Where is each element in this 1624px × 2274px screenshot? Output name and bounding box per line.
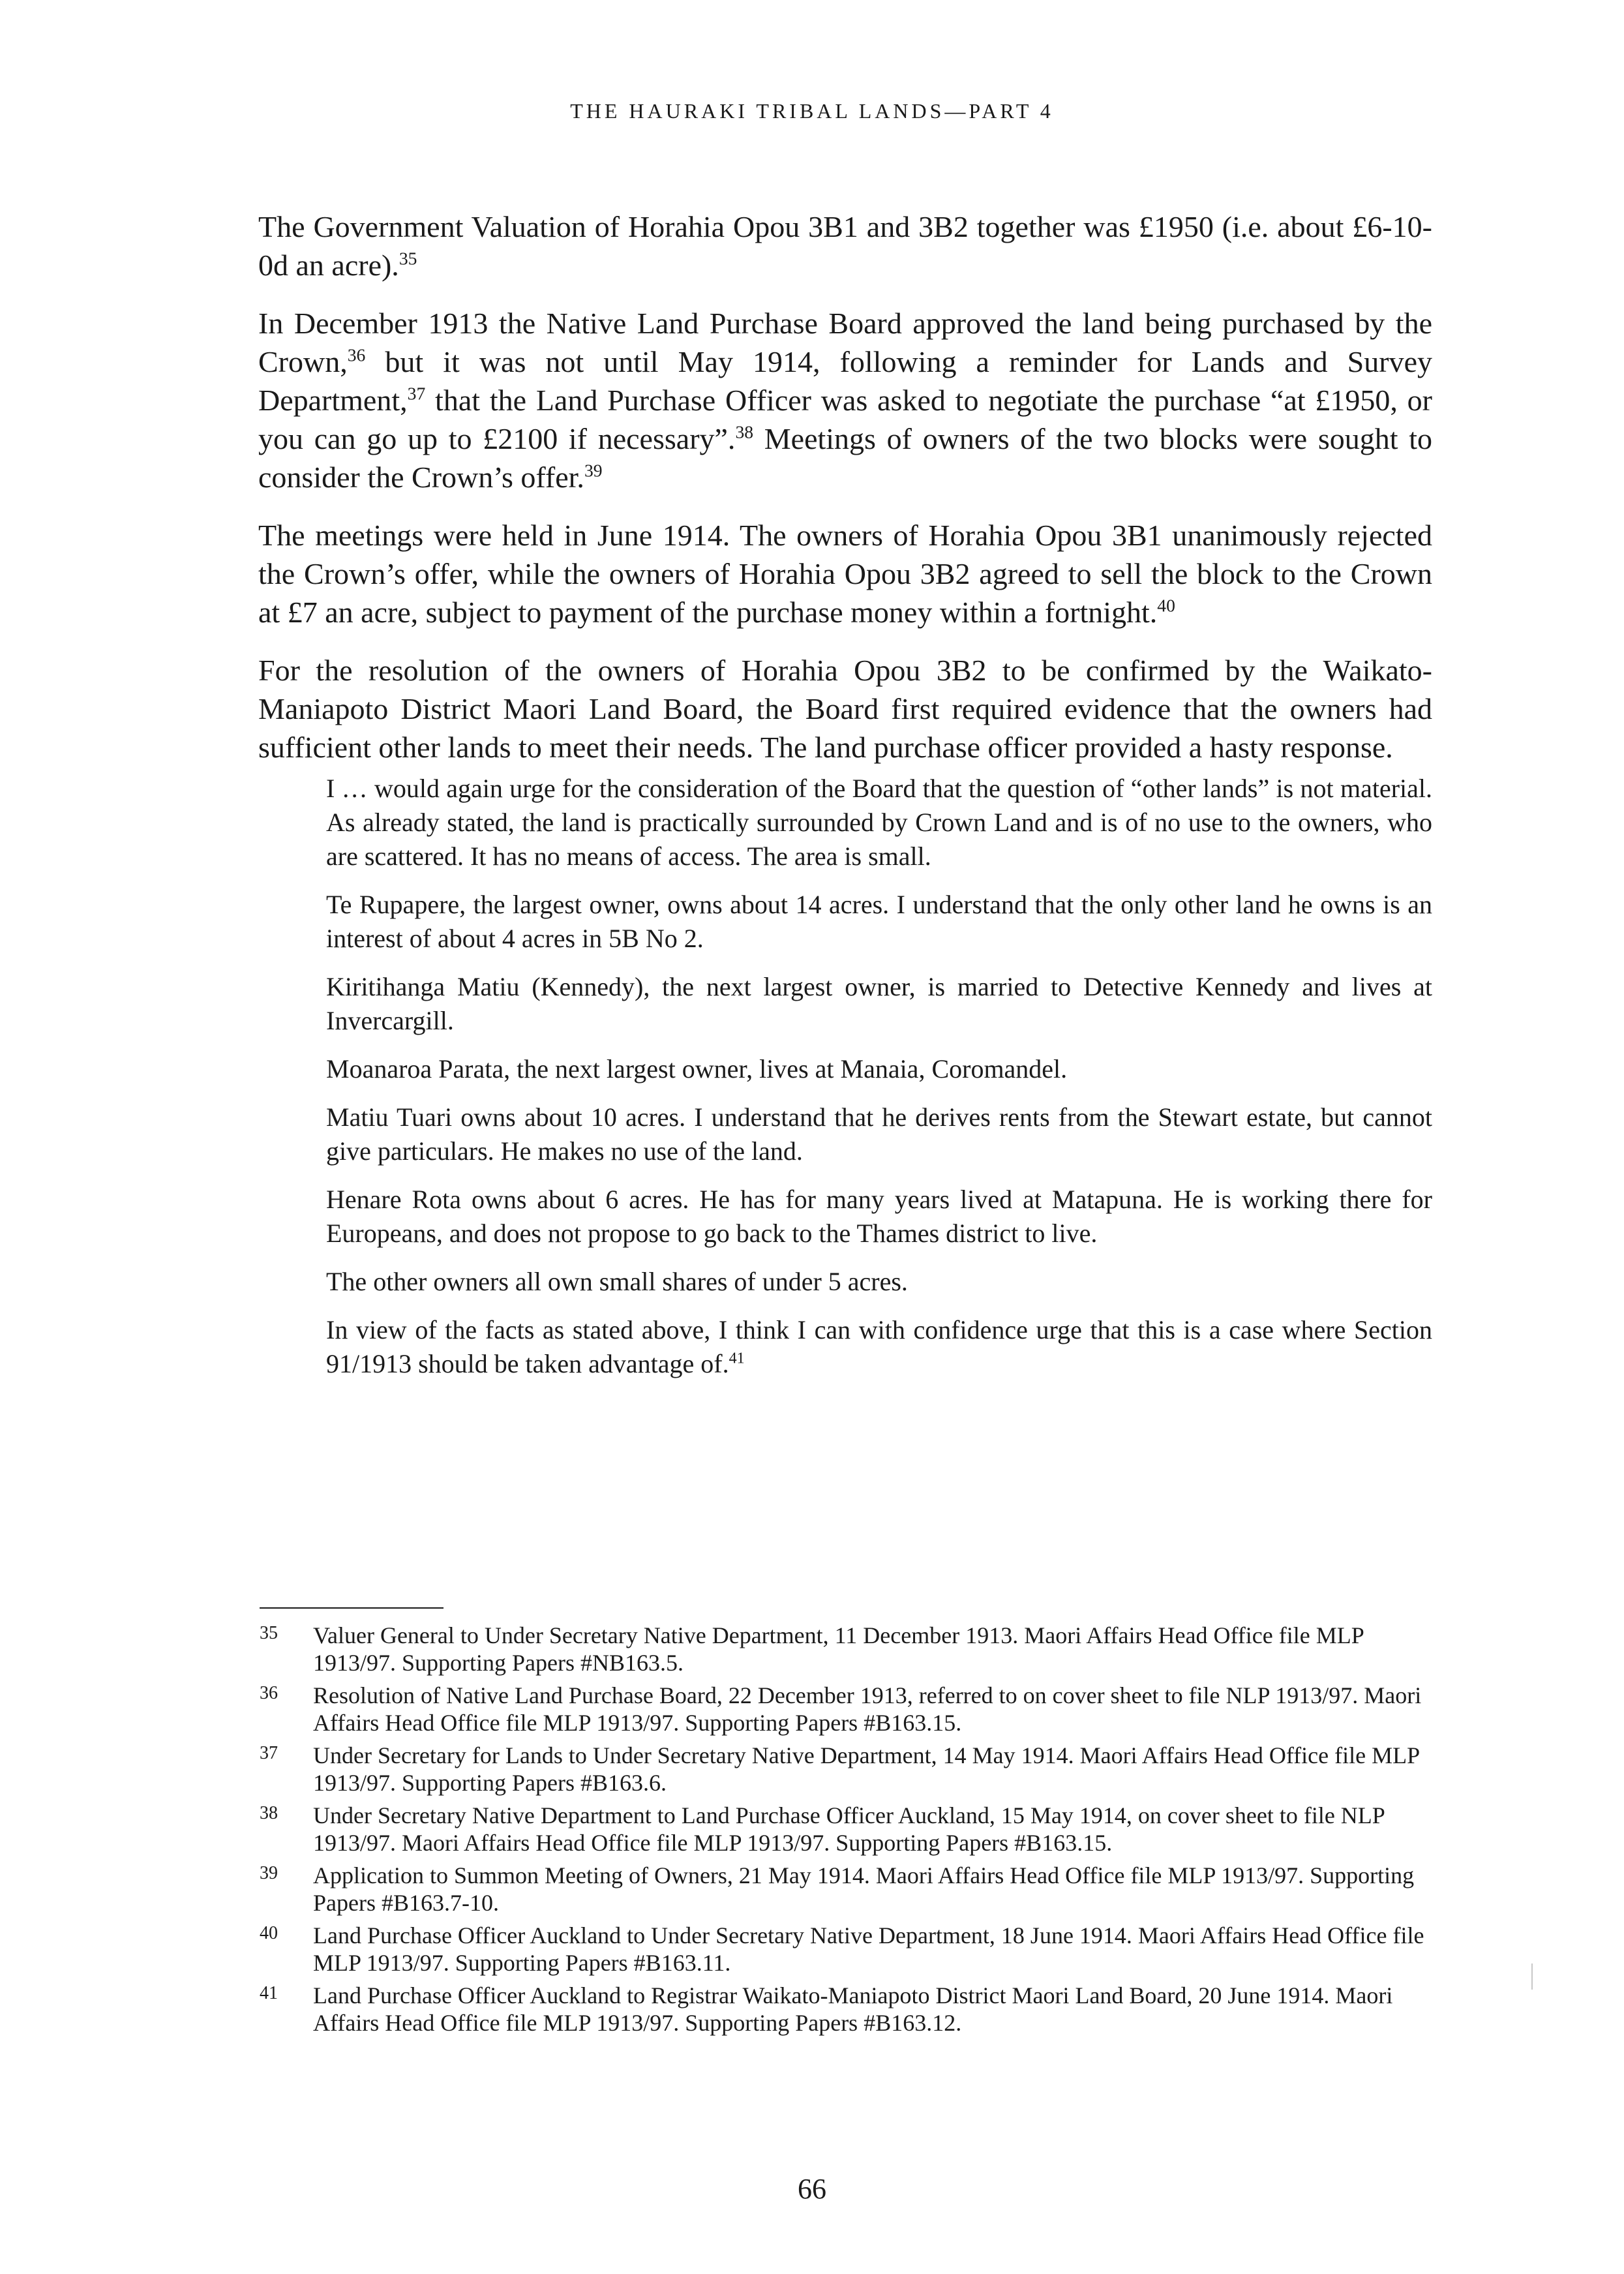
footnote-number: 35 [260, 1623, 278, 1643]
margin-mark [1531, 1963, 1533, 1990]
footnote [260, 1802, 1440, 1857]
quote-paragraph [326, 1313, 1432, 1381]
footnote [260, 1982, 1440, 2037]
footnote-text: Land Purchase Officer Auckland to Under Secretary Native Department, 18 June 1914. Maori Affairs Head Office file MLP 1913/97. Supporting Papers #B163.11. [313, 1922, 1424, 1976]
footnote-ref[interactable]: 35 [398, 248, 417, 269]
quote-paragraph: I … would again urge for the consideration of the Board that the question of “other lands” is not material. As already stated, the land is practically surrounded by Crown Land and is of no use to the owners, who are scattered. It has no means of access. The area is small. [326, 774, 1432, 871]
footnote-number: 38 [260, 1803, 278, 1823]
footnote [260, 1682, 1440, 1736]
footnote-number: 37 [260, 1743, 278, 1763]
body-text [258, 207, 1432, 1395]
quote-paragraph: Kiritihanga Matiu (Kennedy), the next largest owner, is married to Detective Kennedy and lives at Invercargill. [326, 972, 1432, 1035]
footnote-ref[interactable]: 37 [407, 383, 426, 404]
footnote-text: Valuer General to Under Secretary Native Department, 11 December 1913. Maori Affairs Head Office file MLP 1913/97. Supporting Papers #NB163.5. [313, 1622, 1364, 1676]
running-head: THE HAURAKI TRIBAL LANDS—PART 4 [570, 99, 1054, 123]
footnote [260, 1922, 1440, 1977]
footnote [260, 1622, 1440, 1676]
footnotes [260, 1622, 1440, 2042]
paragraph-text: Meetings of owners of the two blocks were sought to consider the Crown’s offer. [258, 422, 1433, 494]
footnote-text: Under Secretary Native Department to Land Purchase Officer Auckland, 15 May 1914, on cover sheet to file NLP 1913/97. Maori Affairs Head Office file MLP 1913/97. Supporting Papers #B163.15. [313, 1802, 1385, 1856]
footnote-ref[interactable]: 40 [1157, 595, 1175, 616]
footnote-ref[interactable]: 41 [729, 1350, 745, 1367]
footnote [260, 1862, 1440, 1917]
paragraph-text: For the resolution of the owners of Horahia Opou 3B2 to be confirmed by the Waikato-Maniapoto District Maori Land Board, the Board first required evidence that the owners had sufficient other lands to meet their needs. The land purchase officer provided a hasty response. [258, 654, 1432, 764]
paragraph-text: The meetings were held in June 1914. The owners of Horahia Opou 3B1 unanimously rejected the Crown’s offer, while the owners of Horahia Opou 3B2 agreed to sell the block to the Crown at £7 an acre, subject to payment of the purchase money within a fortnight. [258, 519, 1432, 629]
footnote-text: Application to Summon Meeting of Owners, 21 May 1914. Maori Affairs Head Office file MLP 1913/97. Supporting Papers #B163.7-10. [313, 1862, 1415, 1916]
paragraph [258, 304, 1432, 496]
paragraph-text: The Government Valuation of Horahia Opou 3B1 and 3B2 together was £1950 (i.e. about £6-10-0d an acre). [258, 210, 1432, 282]
paragraph [258, 207, 1432, 284]
page-number: 66 [798, 2173, 826, 2205]
footnote-text: Resolution of Native Land Purchase Board, 22 December 1913, referred to on cover sheet to file NLP 1913/97. Maori Affairs Head Office file MLP 1913/97. Supporting Papers #B163.15. [313, 1682, 1422, 1736]
paragraph [258, 516, 1432, 631]
footnote-number: 39 [260, 1863, 278, 1883]
footnote-rule [260, 1607, 444, 1609]
block-quote [326, 772, 1432, 1381]
paragraph [258, 651, 1432, 766]
quote-paragraph: Matiu Tuari owns about 10 acres. I understand that he derives rents from the Stewart estate, but cannot give particulars. He makes no use of the land. [326, 1102, 1432, 1166]
footnote-ref[interactable]: 39 [584, 460, 603, 481]
quote-paragraph: The other owners all own small shares of under 5 acres. [326, 1267, 908, 1296]
quote-text: In view of the facts as stated above, I think I can with confidence urge that this is a case where Section 91/1913 should be taken advantage of. [326, 1315, 1432, 1378]
paragraph-text: In December 1913 the Native Land Purchase Board approved the land being purchased by the Crown, [258, 307, 1432, 378]
quote-paragraph: Moanaroa Parata, the next largest owner, lives at Manaia, Coromandel. [326, 1054, 1068, 1084]
footnote-ref[interactable]: 38 [735, 421, 754, 442]
paragraph-text: that the Land Purchase Officer was asked to negotiate the purchase “at £1950, or you can go up to £2100 if necessary”. [258, 384, 1432, 455]
footnote-number: 41 [260, 1983, 278, 2003]
quote-paragraph: Te Rupapere, the largest owner, owns about 14 acres. I understand that the only other land he owns is an interest of about 4 acres in 5B No 2. [326, 890, 1432, 953]
footnote [260, 1742, 1440, 1796]
footnote-ref[interactable]: 36 [347, 344, 366, 365]
footnote-text: Under Secretary for Lands to Under Secretary Native Department, 14 May 1914. Maori Affairs Head Office file MLP 1913/97. Supporting Papers #B163.6. [313, 1742, 1419, 1796]
footnote-text: Land Purchase Officer Auckland to Registrar Waikato-Maniapoto District Maori Land Board, 20 June 1914. Maori Affairs Head Office file MLP 1913/97. Supporting Papers #B163.12. [313, 1982, 1393, 2036]
paragraph-text: but it was not until May 1914, following a reminder for Lands and Survey Department, [258, 345, 1432, 417]
footnote-number: 36 [260, 1683, 278, 1703]
footnote-number: 40 [260, 1923, 278, 1943]
quote-paragraph: Henare Rota owns about 6 acres. He has for many years lived at Matapuna. He is working there for Europeans, and does not propose to go back to the Thames district to live. [326, 1185, 1432, 1248]
